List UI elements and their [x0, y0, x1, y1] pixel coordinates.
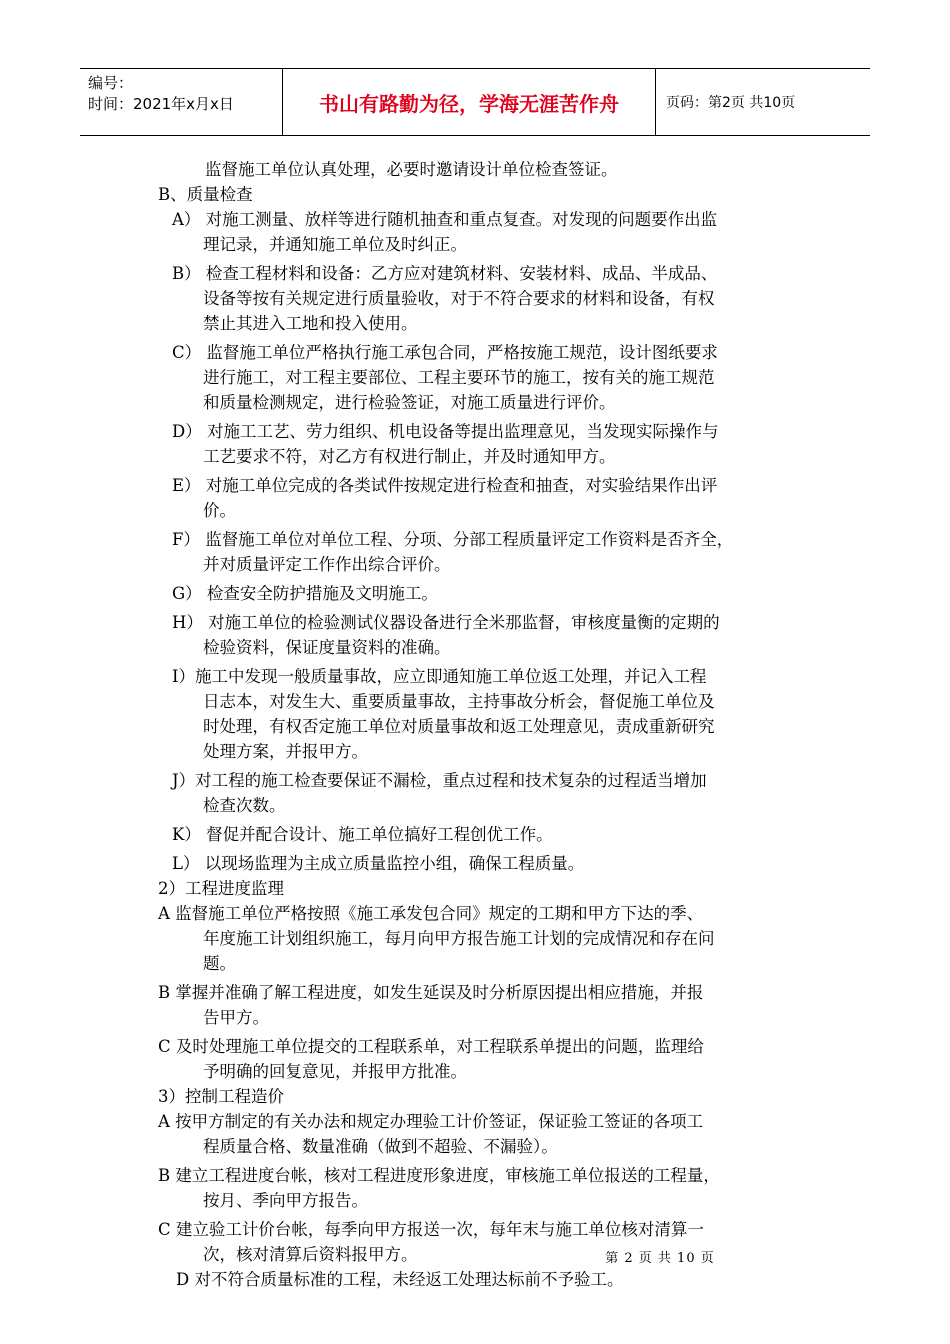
footer-page-number: 第 2 页 共 10 页	[605, 1251, 715, 1266]
body-line: B 掌握并准确了解工程进度，如发生延误及时分析原因提出相应措施，并报	[158, 983, 704, 1002]
body-line: L） 以现场监理为主成立质量监控小组，确保工程质量。	[172, 854, 585, 873]
body-line: 进行施工，对工程主要部位、工程主要环节的施工，按有关的施工规范	[203, 368, 715, 387]
body-line: H） 对施工单位的检验测试仪器设备进行全米那监督，审核度量衡的定期的	[172, 613, 720, 632]
body-line: 年度施工计划组织施工，每月向甲方报告施工计划的完成情况和存在问	[203, 929, 715, 948]
body-line: 监督施工单位认真处理，必要时邀请设计单位检查签证。	[205, 160, 618, 179]
body-line: 题。	[203, 954, 236, 973]
header-motto: 书山有路勤为径，学海无涯苦作舟	[283, 69, 656, 135]
body-line: 理记录，并通知施工单位及时纠正。	[203, 235, 467, 254]
body-line: G） 检查安全防护措施及文明施工。	[172, 584, 438, 603]
body-line: A 监督施工单位严格按照《施工承发包合同》规定的工期和甲方下达的季、	[158, 904, 704, 923]
body-line: 和质量检测规定，进行检验签证，对施工质量进行评价。	[203, 393, 616, 412]
body-line: 3）控制工程造价	[158, 1087, 284, 1106]
header-left-cell	[80, 69, 283, 135]
document-body	[0, 157, 950, 1292]
body-line: K） 督促并配合设计、施工单位搞好工程创优工作。	[172, 825, 553, 844]
body-line: A 按甲方制定的有关办法和规定办理验工计价签证，保证验工签证的各项工	[158, 1112, 704, 1131]
body-line: 设备等按有关规定进行质量验收，对于不符合要求的材料和设备，有权	[203, 289, 715, 308]
body-line: 检查次数。	[203, 796, 286, 815]
page-footer	[0, 1247, 950, 1266]
body-line: B、质量检查	[158, 185, 253, 204]
body-line: 工艺要求不符，对乙方有权进行制止，并及时通知甲方。	[203, 447, 616, 466]
body-line: 告甲方。	[203, 1008, 269, 1027]
body-line: I）施工中发现一般质量事故，应立即通知施工单位返工处理，并记入工程	[172, 667, 707, 686]
body-line: B） 检查工程材料和设备：乙方应对建筑材料、安装材料、成品、半成品、	[172, 264, 718, 283]
body-line: 禁止其进入工地和投入使用。	[203, 314, 418, 333]
body-line: 予明确的回复意见，并报甲方批准。	[203, 1062, 467, 1081]
body-line: 价。	[203, 501, 236, 520]
body-line: D 对不符合质量标准的工程，未经返工处理达标前不予验工。	[176, 1270, 624, 1289]
body-line: J）对工程的施工检查要保证不漏检，重点过程和技术复杂的过程适当增加	[172, 771, 707, 790]
body-line: E） 对施工单位完成的各类试件按规定进行检查和抽查，对实验结果作出评	[172, 476, 718, 495]
body-line: 次，核对清算后资料报甲方。	[203, 1245, 418, 1264]
body-line: C） 监督施工单位严格执行施工承包合同，严格按施工规范，设计图纸要求	[172, 343, 718, 362]
body-line: 程质量合格、数量准确（做到不超验、不漏验）。	[203, 1137, 558, 1156]
body-line: A） 对施工测量、放样等进行随机抽查和重点复查。对发现的问题要作出监	[172, 210, 718, 229]
body-line: 日志本，对发生大、重要质量事故，主持事故分析会，督促施工单位及	[203, 692, 715, 711]
body-line: 并对质量评定工作作出综合评价。	[203, 555, 451, 574]
body-line: C 及时处理施工单位提交的工程联系单，对工程联系单提出的问题，监理给	[158, 1037, 704, 1056]
body-line: D） 对施工工艺、劳力组织、机电设备等提出监理意见，当发现实际操作与	[172, 422, 719, 441]
body-line: F） 监督施工单位对单位工程、分项、分部工程质量评定工作资料是否齐全，	[172, 530, 734, 549]
body-line: B 建立工程进度台帐，核对工程进度形象进度，审核施工单位报送的工程量，	[158, 1166, 720, 1185]
body-line: 处理方案，并报甲方。	[203, 742, 368, 761]
header-page-info: 页码：第2页 共10页	[666, 95, 796, 111]
body-line: 2）工程进度监理	[158, 879, 284, 898]
body-line: 按月、季向甲方报告。	[203, 1191, 368, 1210]
document-header	[80, 68, 870, 136]
body-line: 检验资料，保证度量资料的准确。	[203, 638, 451, 657]
body-line: 时处理，有权否定施工单位对质量事故和返工处理意见，责成重新研究	[203, 717, 715, 736]
body-line: C 建立验工计价台帐，每季向甲方报送一次，每年末与施工单位核对清算一	[158, 1220, 704, 1239]
time-label: 时间：2021年x月x日	[88, 95, 234, 113]
number-label: 编号：	[88, 74, 134, 92]
